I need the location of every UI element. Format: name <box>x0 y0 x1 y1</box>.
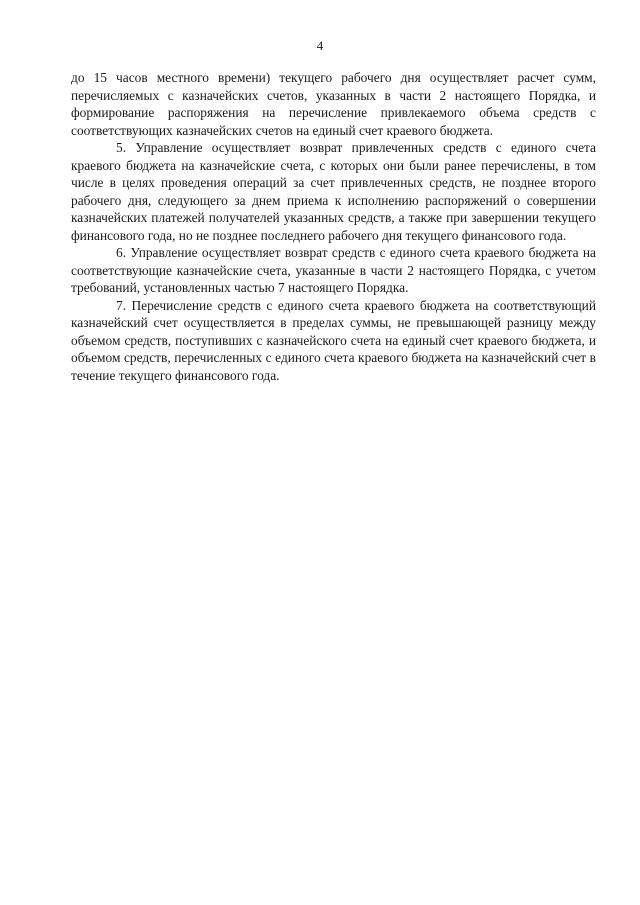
paragraph-5: 5. Управление осуществляет возврат привлеченных средств с единого счета краевого бюджета на казначейские счета, с которых они были ранее перечислены, в том числе в целях проведения операций за счет привлеченных средств, не позднее второго рабочего дня, следующего за днем приема к исполнению распоряжений о совершении казначейских платежей получателей указанных средств, а также при завершении текущего финансового года, но не позднее последнего рабочего дня текущего финансового года. <box>71 140 596 243</box>
paragraph-continuation: до 15 часов местного времени) текущего рабочего дня осуществляет расчет сумм, перечисляемых с казначейских счетов, указанных в части 2 настоящего Порядка, и формирование распоряжения на перечисление привлекаемого объема средств с соответствующих казначейских счетов на единый счет краевого бюджета. <box>71 70 596 138</box>
paragraph-7: 7. Перечисление средств с единого счета краевого бюджета на соответствующий казначейский счет осуществляется в пределах суммы, не превышающей разницу между объемом средств, поступивших с казначейского счета на единый счет краевого бюджета, и объемом средств, перечисленных с единого счета краевого бюджета на казначейский счет в течение текущего финансового года. <box>71 297 596 383</box>
document-body <box>71 69 596 384</box>
page-number: 4 <box>316 38 324 53</box>
paragraph-6: 6. Управление осуществляет возврат средств с единого счета краевого бюджета на соответствующие казначейские счета, указанные в части 2 настоящего Порядка, с учетом требований, установленных частью 7 настоящего Порядка. <box>71 245 596 295</box>
